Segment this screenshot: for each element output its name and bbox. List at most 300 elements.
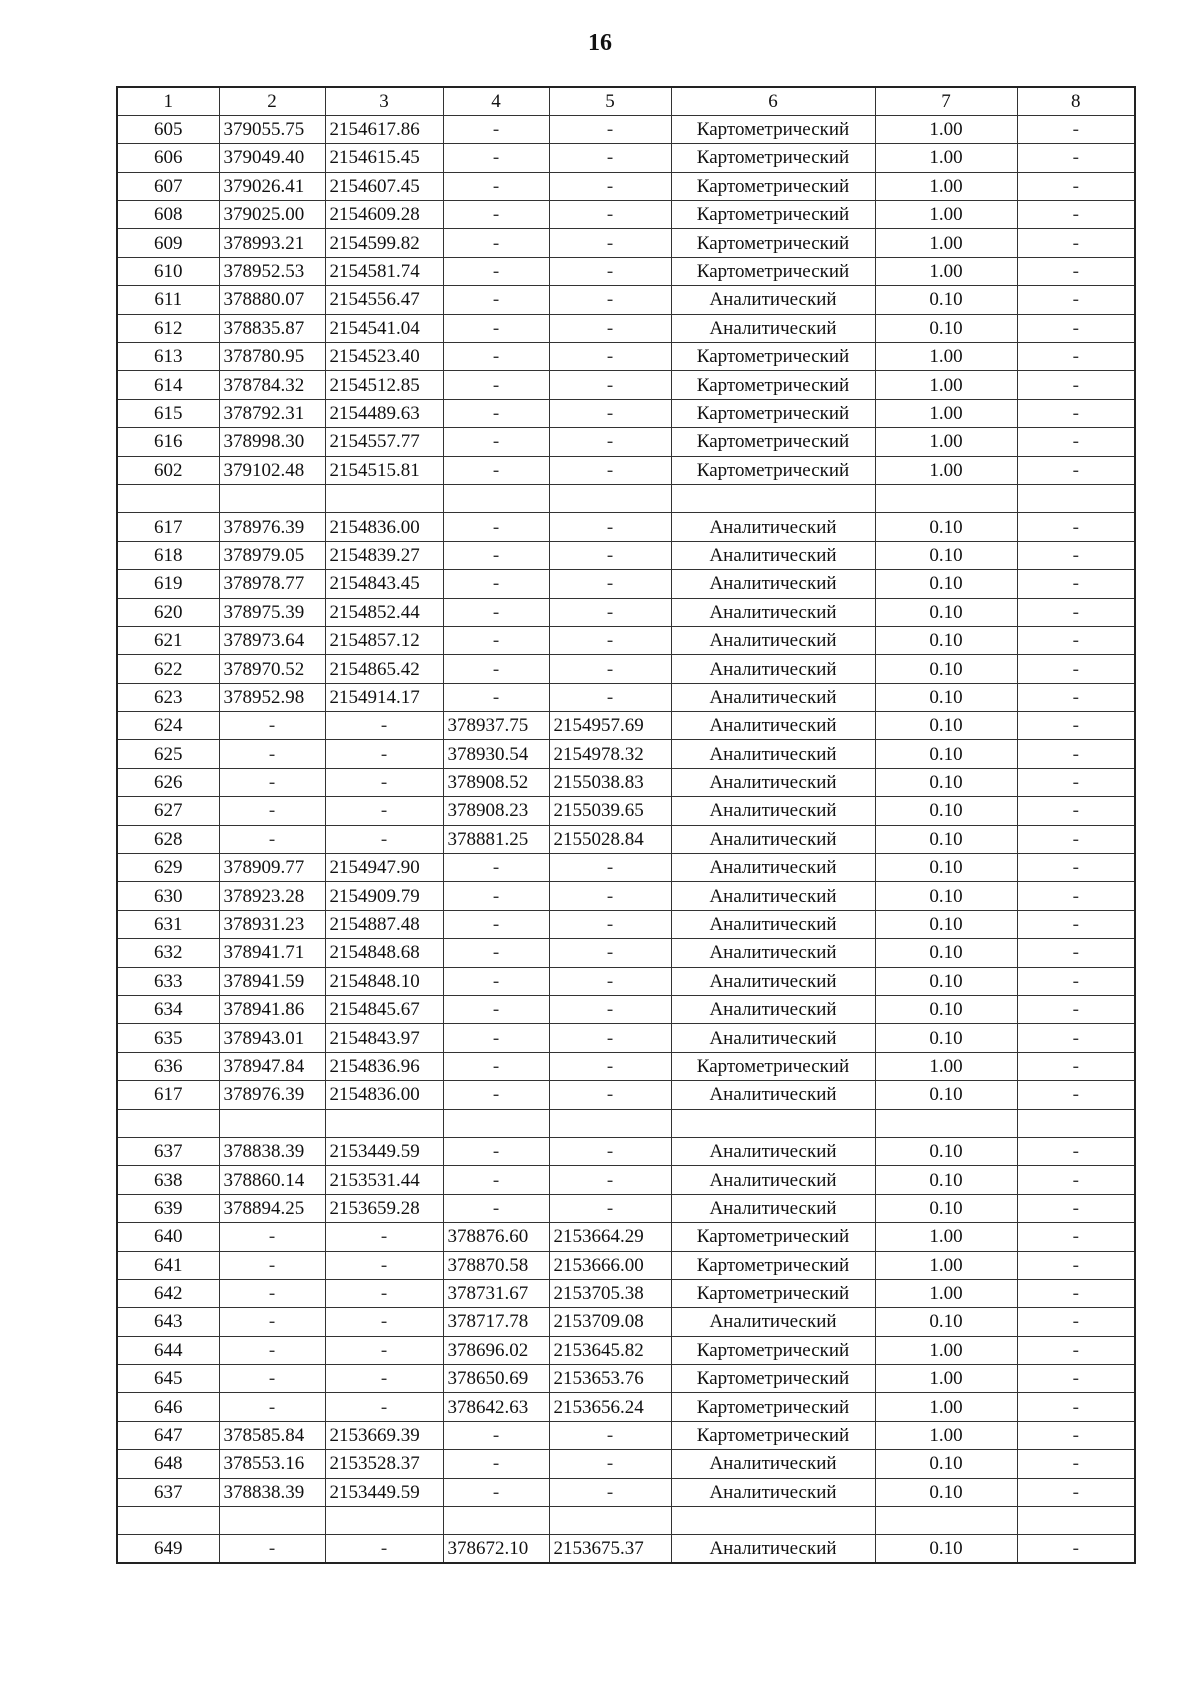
table-cell: - <box>443 115 549 143</box>
table-cell: 1.00 <box>875 144 1017 172</box>
table-cell: 0.10 <box>875 882 1017 910</box>
table-row <box>117 1137 1135 1165</box>
table-cell: 622 <box>117 655 219 683</box>
table-cell <box>219 1507 325 1535</box>
table-cell: - <box>549 115 671 143</box>
table-cell: - <box>219 797 325 825</box>
table-cell: 378894.25 <box>219 1194 325 1222</box>
table-cell <box>1017 484 1135 512</box>
table-cell: Картометрический <box>671 343 875 371</box>
column-header: 6 <box>671 87 875 115</box>
table-cell: Картометрический <box>671 201 875 229</box>
table-cell: 378941.59 <box>219 967 325 995</box>
table-cell: - <box>443 1421 549 1449</box>
table-cell: - <box>443 683 549 711</box>
table-cell: Аналитический <box>671 626 875 654</box>
table-cell: 0.10 <box>875 655 1017 683</box>
table-cell: - <box>443 1052 549 1080</box>
table-cell: 378937.75 <box>443 712 549 740</box>
table-cell: 378876.60 <box>443 1223 549 1251</box>
table-cell: Аналитический <box>671 939 875 967</box>
table-cell: Аналитический <box>671 712 875 740</box>
table-row <box>117 1393 1135 1421</box>
table-cell: - <box>1017 257 1135 285</box>
table-cell: 642 <box>117 1279 219 1307</box>
table-cell: 0.10 <box>875 1194 1017 1222</box>
table-cell <box>443 1507 549 1535</box>
table-row <box>117 428 1135 456</box>
table-cell: 2154852.44 <box>325 598 443 626</box>
table-cell: 378908.52 <box>443 768 549 796</box>
table-cell: Картометрический <box>671 1223 875 1251</box>
table-cell: - <box>219 1535 325 1563</box>
table-cell: 378642.63 <box>443 1393 549 1421</box>
table-cell: - <box>1017 626 1135 654</box>
table-row <box>117 541 1135 569</box>
table-cell: 1.00 <box>875 1421 1017 1449</box>
table-cell <box>443 1109 549 1137</box>
table-row <box>117 797 1135 825</box>
table-cell: 645 <box>117 1365 219 1393</box>
table-cell: - <box>443 172 549 200</box>
table-cell: Картометрический <box>671 1365 875 1393</box>
table-cell: - <box>549 655 671 683</box>
table-cell <box>117 1109 219 1137</box>
table-cell: 2153449.59 <box>325 1137 443 1165</box>
table-cell: - <box>443 910 549 938</box>
table-row <box>117 1450 1135 1478</box>
table-cell: 2154848.10 <box>325 967 443 995</box>
table-cell: 378784.32 <box>219 371 325 399</box>
table-cell: 0.10 <box>875 1535 1017 1563</box>
table-cell: 606 <box>117 144 219 172</box>
table-cell: - <box>325 1308 443 1336</box>
table-cell: 378553.16 <box>219 1450 325 1478</box>
table-row <box>117 712 1135 740</box>
table-body <box>117 87 1135 1563</box>
table-cell: - <box>1017 115 1135 143</box>
table-cell: 378952.98 <box>219 683 325 711</box>
table-cell: 0.10 <box>875 683 1017 711</box>
table-cell: - <box>549 371 671 399</box>
table-cell: 378838.39 <box>219 1478 325 1506</box>
table-cell: - <box>325 1535 443 1563</box>
table-cell: - <box>1017 229 1135 257</box>
table-cell: 378672.10 <box>443 1535 549 1563</box>
table-cell: Картометрический <box>671 144 875 172</box>
table-cell <box>875 1109 1017 1137</box>
table-row <box>117 1308 1135 1336</box>
table-cell: 0.10 <box>875 1478 1017 1506</box>
table-cell: 1.00 <box>875 1251 1017 1279</box>
table-cell: 621 <box>117 626 219 654</box>
table-cell: 2154914.17 <box>325 683 443 711</box>
table-cell: - <box>1017 712 1135 740</box>
table-separator-row <box>117 484 1135 512</box>
table-row <box>117 825 1135 853</box>
table-cell: 0.10 <box>875 570 1017 598</box>
table-cell: Картометрический <box>671 456 875 484</box>
table-cell: - <box>549 570 671 598</box>
table-cell: - <box>219 768 325 796</box>
table-cell: 0.10 <box>875 626 1017 654</box>
table-cell: Картометрический <box>671 257 875 285</box>
table-cell: - <box>549 257 671 285</box>
table-row <box>117 768 1135 796</box>
table-cell: 614 <box>117 371 219 399</box>
table-cell: 1.00 <box>875 1365 1017 1393</box>
table-header-row <box>117 87 1135 115</box>
table-cell: - <box>1017 570 1135 598</box>
table-cell: - <box>1017 1365 1135 1393</box>
table-cell: - <box>443 456 549 484</box>
column-header: 7 <box>875 87 1017 115</box>
table-cell: - <box>549 286 671 314</box>
table-cell: Картометрический <box>671 1336 875 1364</box>
table-cell: 2154947.90 <box>325 854 443 882</box>
table-cell: - <box>219 1279 325 1307</box>
table-separator-row <box>117 1507 1135 1535</box>
table-cell: Аналитический <box>671 882 875 910</box>
table-cell: Аналитический <box>671 797 875 825</box>
table-cell: 648 <box>117 1450 219 1478</box>
table-cell: Аналитический <box>671 1478 875 1506</box>
table-cell: - <box>1017 1137 1135 1165</box>
table-cell: 608 <box>117 201 219 229</box>
table-cell: 378731.67 <box>443 1279 549 1307</box>
table-cell: 2153653.76 <box>549 1365 671 1393</box>
table-cell: 2154839.27 <box>325 541 443 569</box>
table-cell: 2154887.48 <box>325 910 443 938</box>
table-cell: 379025.00 <box>219 201 325 229</box>
table-cell: 378909.77 <box>219 854 325 882</box>
table-row <box>117 399 1135 427</box>
table-row <box>117 1166 1135 1194</box>
table-cell: 1.00 <box>875 371 1017 399</box>
table-cell: - <box>1017 343 1135 371</box>
table-cell <box>1017 1109 1135 1137</box>
table-row <box>117 996 1135 1024</box>
table-cell: 0.10 <box>875 1450 1017 1478</box>
table-row <box>117 1194 1135 1222</box>
table-cell <box>671 484 875 512</box>
table-cell: Аналитический <box>671 967 875 995</box>
table-row <box>117 115 1135 143</box>
table-cell: 2154609.28 <box>325 201 443 229</box>
table-cell: 616 <box>117 428 219 456</box>
table-cell: 378931.23 <box>219 910 325 938</box>
table-cell: - <box>325 1336 443 1364</box>
table-cell: - <box>1017 910 1135 938</box>
table-cell: 378979.05 <box>219 541 325 569</box>
table-cell: 0.10 <box>875 740 1017 768</box>
table-cell: - <box>1017 996 1135 1024</box>
table-cell: - <box>1017 825 1135 853</box>
table-row <box>117 257 1135 285</box>
table-cell <box>549 484 671 512</box>
column-header: 8 <box>1017 87 1135 115</box>
table-cell: 0.10 <box>875 1166 1017 1194</box>
table-cell: 644 <box>117 1336 219 1364</box>
table-cell: 631 <box>117 910 219 938</box>
table-cell: 0.10 <box>875 286 1017 314</box>
table-row <box>117 967 1135 995</box>
table-cell: - <box>1017 939 1135 967</box>
table-cell: 611 <box>117 286 219 314</box>
table-cell: 2154615.45 <box>325 144 443 172</box>
table-cell: - <box>443 967 549 995</box>
table-cell: 605 <box>117 115 219 143</box>
page-number: 16 <box>588 30 612 56</box>
table-cell: - <box>549 910 671 938</box>
table-cell: - <box>443 882 549 910</box>
table-cell: 2154957.69 <box>549 712 671 740</box>
table-cell: - <box>443 229 549 257</box>
table-cell: - <box>325 1279 443 1307</box>
table-cell: Аналитический <box>671 513 875 541</box>
table-cell: - <box>1017 1450 1135 1478</box>
table-cell: - <box>1017 144 1135 172</box>
coordinates-table <box>116 86 1136 1564</box>
table-cell: - <box>1017 683 1135 711</box>
table-cell: - <box>549 399 671 427</box>
table-cell: - <box>549 598 671 626</box>
table-cell: 2154865.42 <box>325 655 443 683</box>
column-header: 5 <box>549 87 671 115</box>
table-cell: - <box>219 1223 325 1251</box>
table-cell: Картометрический <box>671 1393 875 1421</box>
table-cell: 1.00 <box>875 456 1017 484</box>
table-row <box>117 1024 1135 1052</box>
table-cell: 635 <box>117 1024 219 1052</box>
table-cell: - <box>443 1450 549 1478</box>
table-cell: 0.10 <box>875 598 1017 626</box>
table-cell: 1.00 <box>875 257 1017 285</box>
table-cell: 628 <box>117 825 219 853</box>
table-cell: 0.10 <box>875 825 1017 853</box>
table-cell: - <box>549 996 671 1024</box>
table-row <box>117 1081 1135 1109</box>
table-cell: Аналитический <box>671 740 875 768</box>
table-cell: Аналитический <box>671 768 875 796</box>
table-cell: - <box>443 257 549 285</box>
table-cell: 0.10 <box>875 939 1017 967</box>
table-cell: 378998.30 <box>219 428 325 456</box>
table-cell: 378923.28 <box>219 882 325 910</box>
table-cell: 618 <box>117 541 219 569</box>
table-cell: - <box>549 854 671 882</box>
table-cell: - <box>219 712 325 740</box>
table-cell: 2155039.65 <box>549 797 671 825</box>
table-cell: 0.10 <box>875 712 1017 740</box>
table-cell: - <box>1017 1336 1135 1364</box>
table-row <box>117 1052 1135 1080</box>
table-cell: 2154556.47 <box>325 286 443 314</box>
table-cell: 612 <box>117 314 219 342</box>
table-cell: - <box>1017 1251 1135 1279</box>
table-cell: - <box>1017 1308 1135 1336</box>
table-cell: 2154515.81 <box>325 456 443 484</box>
table-cell: - <box>549 967 671 995</box>
table-cell <box>325 1109 443 1137</box>
table-cell <box>117 484 219 512</box>
table-cell: - <box>549 1081 671 1109</box>
table-cell: Аналитический <box>671 1081 875 1109</box>
table-cell: 607 <box>117 172 219 200</box>
table-cell: 378941.86 <box>219 996 325 1024</box>
table-cell: 609 <box>117 229 219 257</box>
table-separator-row <box>117 1109 1135 1137</box>
table-cell: 615 <box>117 399 219 427</box>
table-cell: 378880.07 <box>219 286 325 314</box>
table-cell: - <box>325 768 443 796</box>
table-cell: - <box>219 1393 325 1421</box>
table-cell: 2153528.37 <box>325 1450 443 1478</box>
table-row <box>117 229 1135 257</box>
table-cell: - <box>1017 1024 1135 1052</box>
table-cell: 636 <box>117 1052 219 1080</box>
table-cell: 378930.54 <box>443 740 549 768</box>
table-cell: Картометрический <box>671 428 875 456</box>
table-cell: 378976.39 <box>219 1081 325 1109</box>
table-cell: - <box>325 1365 443 1393</box>
table-cell: 378717.78 <box>443 1308 549 1336</box>
table-cell: 610 <box>117 257 219 285</box>
table-cell: 378973.64 <box>219 626 325 654</box>
table-cell: Аналитический <box>671 825 875 853</box>
table-cell: - <box>219 1308 325 1336</box>
table-cell: Аналитический <box>671 683 875 711</box>
table-cell: 2154599.82 <box>325 229 443 257</box>
table-cell: Аналитический <box>671 910 875 938</box>
table-cell: - <box>1017 1194 1135 1222</box>
table-row <box>117 1421 1135 1449</box>
table-cell: - <box>219 825 325 853</box>
table-cell: - <box>1017 314 1135 342</box>
table-cell: 602 <box>117 456 219 484</box>
table-cell: 620 <box>117 598 219 626</box>
table-cell: 379049.40 <box>219 144 325 172</box>
table-cell: Аналитический <box>671 1024 875 1052</box>
table-cell: - <box>1017 768 1135 796</box>
table-cell: - <box>549 314 671 342</box>
table-row <box>117 882 1135 910</box>
table-cell: Аналитический <box>671 1535 875 1563</box>
table-cell: 1.00 <box>875 428 1017 456</box>
table-cell: 2153531.44 <box>325 1166 443 1194</box>
table-cell: - <box>1017 286 1135 314</box>
table-cell: 2154836.00 <box>325 513 443 541</box>
table-cell: 1.00 <box>875 1336 1017 1364</box>
table-cell: - <box>1017 1421 1135 1449</box>
table-cell <box>219 484 325 512</box>
table-cell: Аналитический <box>671 314 875 342</box>
table-cell: 0.10 <box>875 797 1017 825</box>
table-cell <box>875 1507 1017 1535</box>
table-cell: - <box>325 740 443 768</box>
table-row <box>117 598 1135 626</box>
table-cell: - <box>219 1251 325 1279</box>
table-cell: - <box>443 371 549 399</box>
table-cell: 378881.25 <box>443 825 549 853</box>
table-cell: 378976.39 <box>219 513 325 541</box>
table-cell: - <box>1017 428 1135 456</box>
table-cell: - <box>549 229 671 257</box>
table-cell: - <box>443 541 549 569</box>
table-cell: - <box>443 1194 549 1222</box>
table-row <box>117 939 1135 967</box>
table-cell: 641 <box>117 1251 219 1279</box>
table-cell: 2153709.08 <box>549 1308 671 1336</box>
table-cell: - <box>443 314 549 342</box>
table-cell <box>549 1109 671 1137</box>
table-cell: 638 <box>117 1166 219 1194</box>
table-cell: 378835.87 <box>219 314 325 342</box>
table-cell: 2154541.04 <box>325 314 443 342</box>
table-cell: - <box>549 683 671 711</box>
table-cell: 630 <box>117 882 219 910</box>
table-cell: - <box>443 1081 549 1109</box>
table-row <box>117 343 1135 371</box>
table-cell: 2154489.63 <box>325 399 443 427</box>
table-cell: - <box>443 201 549 229</box>
table-cell: 634 <box>117 996 219 1024</box>
table-cell: 647 <box>117 1421 219 1449</box>
table-cell: 1.00 <box>875 229 1017 257</box>
table-cell: Аналитический <box>671 655 875 683</box>
table-cell: Картометрический <box>671 371 875 399</box>
table-row <box>117 1279 1135 1307</box>
table-cell: 2153656.24 <box>549 1393 671 1421</box>
table-cell: - <box>1017 1223 1135 1251</box>
table-cell: Аналитический <box>671 996 875 1024</box>
table-cell: 2154581.74 <box>325 257 443 285</box>
table-cell: - <box>549 1421 671 1449</box>
table-cell: 0.10 <box>875 513 1017 541</box>
table-cell: Аналитический <box>671 1194 875 1222</box>
table-cell: 2155038.83 <box>549 768 671 796</box>
table-cell: 633 <box>117 967 219 995</box>
table-cell: - <box>443 655 549 683</box>
table-cell: 0.10 <box>875 1081 1017 1109</box>
table-cell: - <box>443 286 549 314</box>
table-cell: Аналитический <box>671 1137 875 1165</box>
table-cell: 0.10 <box>875 541 1017 569</box>
table-cell: - <box>1017 456 1135 484</box>
table-cell: 378780.95 <box>219 343 325 371</box>
table-cell: - <box>443 854 549 882</box>
table-cell: 2153664.29 <box>549 1223 671 1251</box>
table-cell: 2155028.84 <box>549 825 671 853</box>
table-row <box>117 1365 1135 1393</box>
table-cell: - <box>1017 541 1135 569</box>
table-cell: - <box>549 201 671 229</box>
table-cell: 2154843.97 <box>325 1024 443 1052</box>
table-row <box>117 314 1135 342</box>
table-cell: 379026.41 <box>219 172 325 200</box>
table-cell: - <box>1017 513 1135 541</box>
table-cell: - <box>325 1251 443 1279</box>
table-cell: 640 <box>117 1223 219 1251</box>
table-cell: - <box>325 1223 443 1251</box>
table-cell: 1.00 <box>875 172 1017 200</box>
table-cell: - <box>443 513 549 541</box>
table-cell: 0.10 <box>875 996 1017 1024</box>
table-cell: 378941.71 <box>219 939 325 967</box>
table-cell: - <box>549 172 671 200</box>
table-cell: - <box>1017 371 1135 399</box>
table-cell: 378993.21 <box>219 229 325 257</box>
